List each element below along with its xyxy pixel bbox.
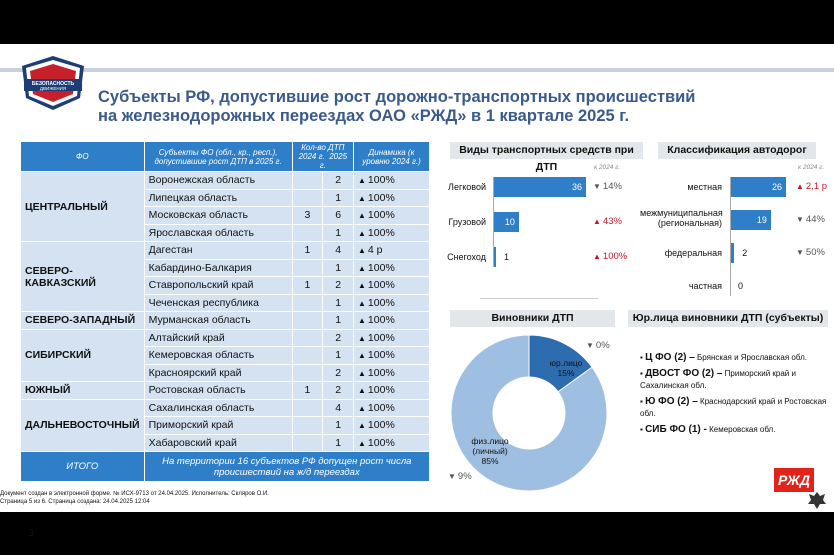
bar-category-label: местная [687, 182, 722, 192]
up-arrow-icon: ▲ [358, 246, 366, 256]
count-2025-cell: 1 [323, 347, 354, 365]
legal-item-1: ▪ Ц ФО (2) – Брянская и Ярославская обл. [640, 352, 807, 363]
subjects-table [20, 141, 430, 482]
up-arrow-icon: ▲ [358, 211, 366, 221]
slice-legal-pct: 15% [557, 368, 575, 378]
slice-physical-delta: ▼ 9% [448, 471, 472, 482]
slice-label-physical [462, 436, 518, 466]
dynamics-cell [354, 224, 430, 242]
dynamics-value: 100% [367, 401, 395, 414]
subject-cell: Кемеровская область [144, 347, 292, 365]
count-2024-cell: 3 [292, 207, 323, 225]
dynamics-cell [354, 417, 430, 435]
slice-legal-name: юр.лицо [549, 358, 583, 368]
logo-text-2: ДВИЖЕНИЯ [39, 86, 67, 91]
count-2025-cell: 1 [323, 224, 354, 242]
up-arrow-icon: ▲ [358, 298, 366, 308]
header-subject: Субъекты ФО (обл., кр., респ.), допустившие рост ДТП в 2025 г. [144, 142, 292, 172]
count-2024-cell [292, 224, 323, 242]
subject-cell: Воронежская область [144, 172, 292, 190]
road-chart-note: к 2024 г. [798, 164, 825, 171]
legal-list [640, 352, 830, 439]
count-2025-cell: 2 [323, 364, 354, 382]
dynamics-value: 100% [367, 331, 395, 344]
up-arrow-icon: ▲ [796, 182, 804, 191]
legal-item-2: ▪ ДВОСТ ФО (2) – Приморский край и Сахалинская обл. [640, 367, 796, 390]
dynamics-cell [354, 189, 430, 207]
dynamics-cell [354, 364, 430, 382]
dynamics-cell [354, 172, 430, 190]
dynamics-value: 100% [367, 191, 395, 204]
subject-cell: Хабаровский край [144, 434, 292, 452]
bar-delta: ▼ 14% [593, 181, 622, 192]
fo-cell: СЕВЕРО-ЗАПАДНЫЙ [21, 312, 145, 330]
vehicle-chart-title: Виды транспортных средств при ДТП [450, 142, 643, 159]
count-2024-cell [292, 347, 323, 365]
legal-title: Юр.лица виновники ДТП (субъекты) [628, 310, 828, 327]
culprits-chart-title: Виновники ДТП [450, 310, 615, 327]
subject-cell: Московская область [144, 207, 292, 225]
count-2024-cell [292, 172, 323, 190]
dynamics-value: 100% [367, 261, 395, 274]
fo-cell: ЦЕНТРАЛЬНЫЙ [21, 172, 145, 242]
slice-legal-delta: ▼ 0% [586, 340, 610, 351]
count-2024-cell: 1 [292, 242, 323, 260]
count-2024-cell [292, 417, 323, 435]
dynamics-value: 100% [367, 296, 395, 309]
bar [493, 177, 586, 197]
up-arrow-icon: ▲ [593, 217, 601, 226]
header-fo: ФО [21, 142, 145, 172]
count-2025-cell: 2 [323, 277, 354, 295]
bar-value-label: 19 [756, 215, 767, 225]
dynamics-cell [354, 277, 430, 295]
bar-delta: ▲ 2,1 р [796, 181, 828, 192]
count-2024-cell [292, 189, 323, 207]
title-line-2: на железнодорожных переездах ОАО «РЖД» в 1 квартале 2025 г. [98, 107, 630, 125]
count-2024-cell [292, 294, 323, 312]
up-arrow-icon: ▲ [358, 193, 366, 203]
dynamics-cell [354, 382, 430, 400]
vehicle-chart-note: к 2024 г. [594, 164, 621, 171]
rzd-logo: РЖД [774, 468, 814, 492]
header-2025: 2025 г. [319, 152, 348, 170]
fo-cell: ЮЖНЫЙ [21, 382, 145, 400]
count-2024-cell: 1 [292, 382, 323, 400]
safety-logo [18, 54, 88, 112]
header-2024: 2024 г. [298, 152, 325, 161]
subject-cell: Кабардино-Балкария [144, 259, 292, 277]
fo-cell: СИБИРСКИЙ [21, 329, 145, 382]
slice-physical-pct: 85% [481, 456, 499, 466]
bar-category-label: частная [688, 281, 722, 291]
up-arrow-icon: ▲ [358, 228, 366, 238]
count-2025-cell: 1 [323, 434, 354, 452]
dynamics-value: 100% [367, 279, 395, 292]
table-row [21, 382, 430, 400]
subject-cell: Ярославская область [144, 224, 292, 242]
dynamics-value: 100% [367, 366, 395, 379]
top-divider [0, 68, 834, 72]
dynamics-cell [354, 312, 430, 330]
subject-cell: Ставропольский край [144, 277, 292, 295]
slice-label-legal [541, 358, 591, 378]
total-row [21, 452, 430, 482]
up-arrow-icon: ▲ [358, 351, 366, 361]
count-2025-cell: 4 [323, 399, 354, 417]
bar-category-label: Легковой [448, 182, 486, 192]
dynamics-value: 100% [367, 436, 395, 449]
table-header-row [21, 142, 430, 172]
bar-delta: ▲ 43% [593, 216, 622, 227]
up-arrow-icon: ▲ [358, 421, 366, 431]
dynamics-value: 100% [367, 226, 395, 239]
bar [730, 177, 786, 197]
table-row [21, 312, 430, 330]
dynamics-cell [354, 259, 430, 277]
header-dynamics: Динамика (к уровню 2024 г.) [354, 142, 430, 172]
count-2024-cell [292, 312, 323, 330]
bar-axis [493, 177, 494, 267]
dynamics-value: 100% [367, 384, 395, 397]
count-2024-cell [292, 329, 323, 347]
legal-item-4: ▪ СИБ ФО (1) - Кемеровская обл. [640, 423, 776, 435]
culprits-donut [448, 332, 610, 494]
fo-cell: СЕВЕРО-КАВКАЗСКИЙ [21, 242, 145, 312]
header-years [297, 152, 349, 170]
slice-physical-name: физ.лицо (личный) [471, 436, 509, 456]
vehicle-chart-baseline [480, 298, 598, 299]
bar-category-label: Снегоход [447, 252, 486, 262]
subject-cell: Чеченская республика [144, 294, 292, 312]
road-chart-title: Классификация автодорог [658, 142, 816, 159]
subject-cell: Дагестан [144, 242, 292, 260]
down-arrow-icon: ▼ [796, 248, 804, 257]
bar-value-label: 2 [742, 248, 748, 258]
up-arrow-icon: ▲ [358, 368, 366, 378]
slide [0, 44, 834, 539]
down-arrow-icon: ▼ [796, 215, 804, 224]
bar-delta: ▲ 100% [593, 251, 628, 262]
fo-cell: ДАЛЬНЕВОСТОЧНЫЙ [21, 399, 145, 452]
page-number: 3 [28, 528, 34, 539]
subject-cell: Ростовская область [144, 382, 292, 400]
footer-line-1: Документ создан в электронной форме. № ИСХ-9713 от 24.04.2025. Исполнитель: Скляров О.И. [0, 491, 269, 497]
bar-delta: ▼ 44% [796, 214, 825, 225]
dynamics-cell [354, 294, 430, 312]
count-2024-cell: 1 [292, 277, 323, 295]
count-2025-cell: 2 [323, 329, 354, 347]
table-row [21, 399, 430, 417]
bar-value-label: 10 [504, 217, 515, 227]
up-arrow-icon: ▲ [358, 316, 366, 326]
dynamics-cell [354, 347, 430, 365]
dynamics-cell [354, 329, 430, 347]
subject-cell: Мурманская область [144, 312, 292, 330]
bar-delta: ▼ 50% [796, 247, 825, 258]
table-row [21, 329, 430, 347]
down-arrow-icon: ▼ [593, 182, 601, 191]
total-text: На территории 16 субъектов РФ допущен рост числа происшествий на ж/д переездах [144, 452, 429, 482]
up-arrow-icon: ▲ [358, 281, 366, 291]
header-count [292, 142, 353, 172]
count-2024-cell [292, 259, 323, 277]
up-arrow-icon: ▲ [358, 176, 366, 186]
subject-cell: Липецкая область [144, 189, 292, 207]
count-2025-cell: 1 [323, 189, 354, 207]
emblem-icon [806, 490, 828, 510]
dynamics-cell [354, 399, 430, 417]
title-line-1: Субъекты РФ, допустившие рост дорожно-транспортных происшествий [98, 88, 696, 106]
count-2025-cell: 2 [323, 382, 354, 400]
subject-cell: Алтайский край [144, 329, 292, 347]
dynamics-value: 100% [367, 209, 395, 222]
dynamics-cell [354, 242, 430, 260]
count-2025-cell: 1 [323, 259, 354, 277]
count-2025-cell: 1 [323, 294, 354, 312]
dynamics-cell [354, 207, 430, 225]
total-label: ИТОГО [21, 452, 145, 482]
up-arrow-icon: ▲ [593, 252, 601, 261]
bar-value-label: 1 [504, 252, 510, 262]
dynamics-cell [354, 434, 430, 452]
dynamics-value: 100% [367, 314, 395, 327]
bar-category-label: межмуниципальная (региональная) [640, 208, 723, 228]
dynamics-value: 100% [367, 174, 395, 187]
count-2025-cell: 1 [323, 417, 354, 435]
bar-value-label: 36 [571, 182, 582, 192]
up-arrow-icon: ▲ [358, 438, 366, 448]
count-2025-cell: 4 [323, 242, 354, 260]
up-arrow-icon: ▲ [358, 333, 366, 343]
bar-value-label: 0 [738, 281, 744, 291]
up-arrow-icon: ▲ [358, 403, 366, 413]
subject-cell: Красноярский край [144, 364, 292, 382]
bar-category-label: Грузовой [448, 217, 486, 227]
bar [493, 212, 519, 232]
bar-value-label: 26 [771, 182, 782, 192]
page-title [98, 88, 798, 126]
header-count-label: Кол-во ДТП [301, 143, 345, 152]
count-2024-cell [292, 399, 323, 417]
table-row [21, 242, 430, 260]
subject-cell: Приморский край [144, 417, 292, 435]
table-row [21, 172, 430, 190]
bar-category-label: федеральная [664, 248, 722, 258]
count-2025-cell: 6 [323, 207, 354, 225]
count-2025-cell: 2 [323, 172, 354, 190]
bar-axis [730, 177, 731, 296]
up-arrow-icon: ▲ [358, 386, 366, 396]
bar [730, 210, 771, 230]
dynamics-value: 4 р [367, 244, 383, 257]
count-2024-cell [292, 364, 323, 382]
footer-line-2: Страница 5 из 6. Страница создана: 24.04.2025 12:04 [0, 499, 150, 505]
dynamics-value: 100% [367, 349, 395, 362]
logo-text-1: БЕЗОПАСНОСТЬ [31, 81, 75, 87]
subject-cell: Сахалинская область [144, 399, 292, 417]
count-2024-cell [292, 434, 323, 452]
count-2025-cell: 1 [323, 312, 354, 330]
up-arrow-icon: ▲ [358, 263, 366, 273]
legal-item-3: ▪ Ю ФО (2) – Краснодарский край и Ростовская обл. [640, 395, 827, 418]
dynamics-value: 100% [367, 419, 395, 432]
